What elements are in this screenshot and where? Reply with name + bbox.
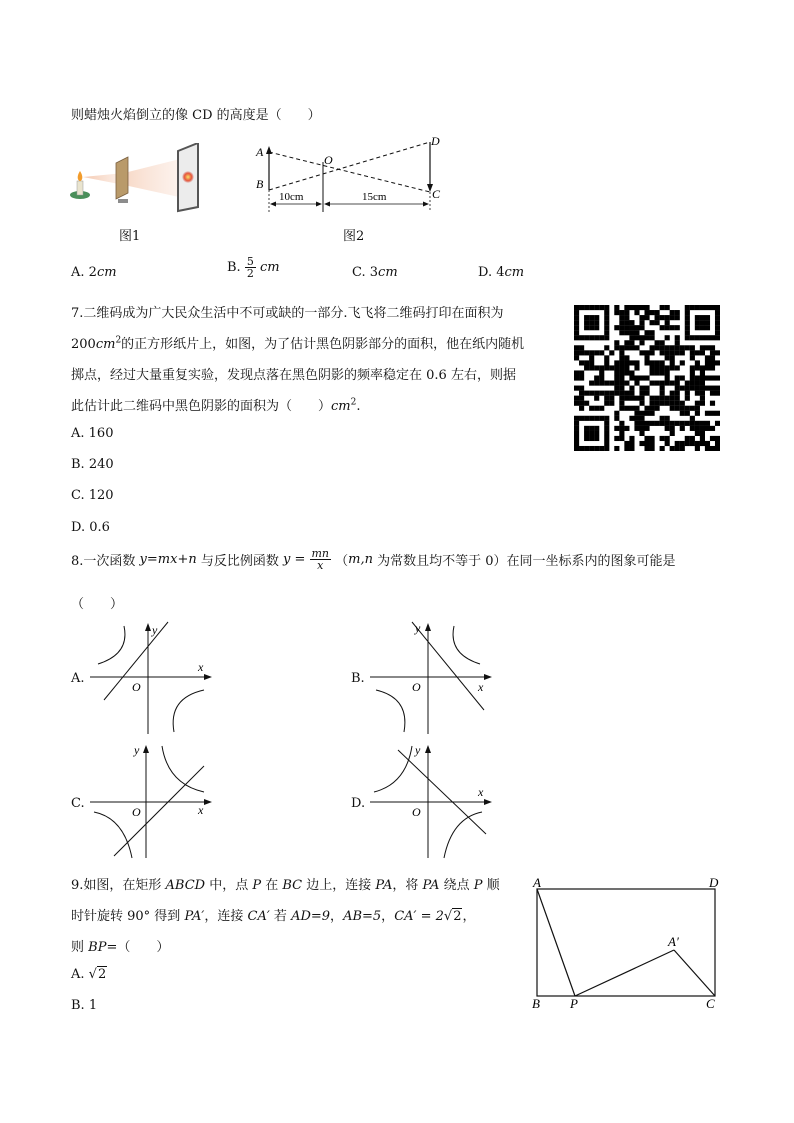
candle-icon [77, 181, 83, 195]
label-c: C [432, 187, 441, 201]
q6-option-d[interactable]: D. 4cm [478, 265, 525, 280]
svg-text:O: O [132, 680, 141, 694]
q6-option-b[interactable]: B. $\frac{5}{2}$ cm [227, 255, 280, 280]
flame-icon [78, 171, 83, 181]
q7-line-4: 此估计此二维码中黑色阴影的面积为（ ）$cm^2$. [71, 397, 361, 414]
svg-text:y: y [134, 743, 140, 757]
fraction-mn-x: $\frac{mn}{x}$ [311, 547, 330, 572]
q8-line-1: 8.一次函数 y=mx+n 与反比例函数 y = $\frac{mn}{x}$ （m,n 为常数且均不等于 0）在同一坐标系内的图象可能是 [71, 547, 676, 572]
q6-figure-1 [66, 143, 206, 213]
svg-text:O: O [412, 805, 421, 819]
q6-option-c[interactable]: C. 3cm [352, 265, 398, 280]
q8-option-a-label[interactable]: A. [71, 671, 85, 686]
q8-option-b-label[interactable]: B. [351, 671, 365, 686]
q7-line-2: $200cm^2$的正方形纸片上，如图，为了估计黑色阴影部分的面积，他在纸内随机 [71, 335, 525, 352]
svg-text:x: x [198, 803, 204, 817]
q8-graph-b[interactable] [368, 620, 494, 736]
svg-text:O: O [132, 805, 141, 819]
q6-option-a[interactable]: A. 2cm [71, 265, 117, 280]
dist-15cm: 15cm [362, 191, 387, 203]
fraction-5-2: $\frac{5}{2}$ [246, 255, 254, 280]
svg-text:O: O [412, 680, 421, 694]
q9-option-b[interactable]: B. 1 [71, 998, 98, 1013]
q7-option-c[interactable]: C. 120 [71, 488, 114, 503]
q9-figure [528, 874, 728, 1012]
svg-text:x: x [198, 660, 204, 674]
q9-line-3: 则 BP=（ ） [71, 940, 170, 955]
pinhole-board-icon [116, 157, 128, 199]
dist-10cm: 10cm [279, 191, 304, 203]
q8-option-c-label[interactable]: C. [71, 796, 85, 811]
svg-text:y: y [415, 743, 421, 757]
svg-text:D: D [709, 875, 719, 890]
svg-text:y: y [152, 623, 158, 637]
q8-graph-c[interactable] [88, 742, 214, 860]
svg-text:A: A [533, 875, 541, 890]
svg-text:x: x [478, 785, 484, 799]
svg-text:C: C [706, 996, 715, 1011]
svg-text:x: x [478, 680, 484, 694]
svg-text:A′: A′ [668, 934, 679, 949]
svg-text:P: P [570, 996, 578, 1011]
q7-option-d[interactable]: D. 0.6 [71, 520, 110, 535]
svg-text:B: B [532, 996, 540, 1011]
label-o: O [324, 153, 333, 167]
q7-line-3: 掷点，经过大量重复实验，发现点落在黑色阴影的频率稳定在 0.6 左右，则据 [71, 368, 516, 383]
label-d: D [431, 134, 440, 148]
q9-option-a[interactable]: A. √2 [71, 967, 107, 982]
q6-figure-2-caption: 图2 [343, 229, 365, 244]
qr-code-icon [574, 305, 720, 451]
label-a: A [256, 145, 264, 159]
q7-option-a[interactable]: A. 160 [71, 426, 114, 441]
q8-line-2: （ ） [71, 597, 124, 612]
q6-figure-2 [252, 132, 452, 212]
label-b: B [256, 177, 264, 191]
q7-line-1: 7.二维码成为广大民众生活中不可或缺的一部分.飞飞将二维码打印在面积为 [71, 306, 504, 321]
q9-line-1: 9.如图，在矩形 ABCD 中，点 P 在 BC 边上，连接 PA，将 PA 绕点 P 顺 [71, 878, 500, 893]
q8-graph-d[interactable] [368, 742, 494, 860]
q8-option-d-label[interactable]: D. [351, 796, 366, 811]
q7-option-b[interactable]: B. 240 [71, 457, 114, 472]
q6-figure-1-caption: 图1 [119, 229, 141, 244]
q6-question-text: 则蜡烛火焰倒立的像 CD 的高度是（ ） [71, 108, 321, 123]
q9-line-2: 时针旋转 90° 得到 PA′，连接 CA′ 若 AD=9，AB=5，CA′ = 2√2， [71, 909, 476, 924]
svg-text:y: y [415, 621, 421, 635]
q8-graph-a[interactable] [88, 620, 214, 736]
